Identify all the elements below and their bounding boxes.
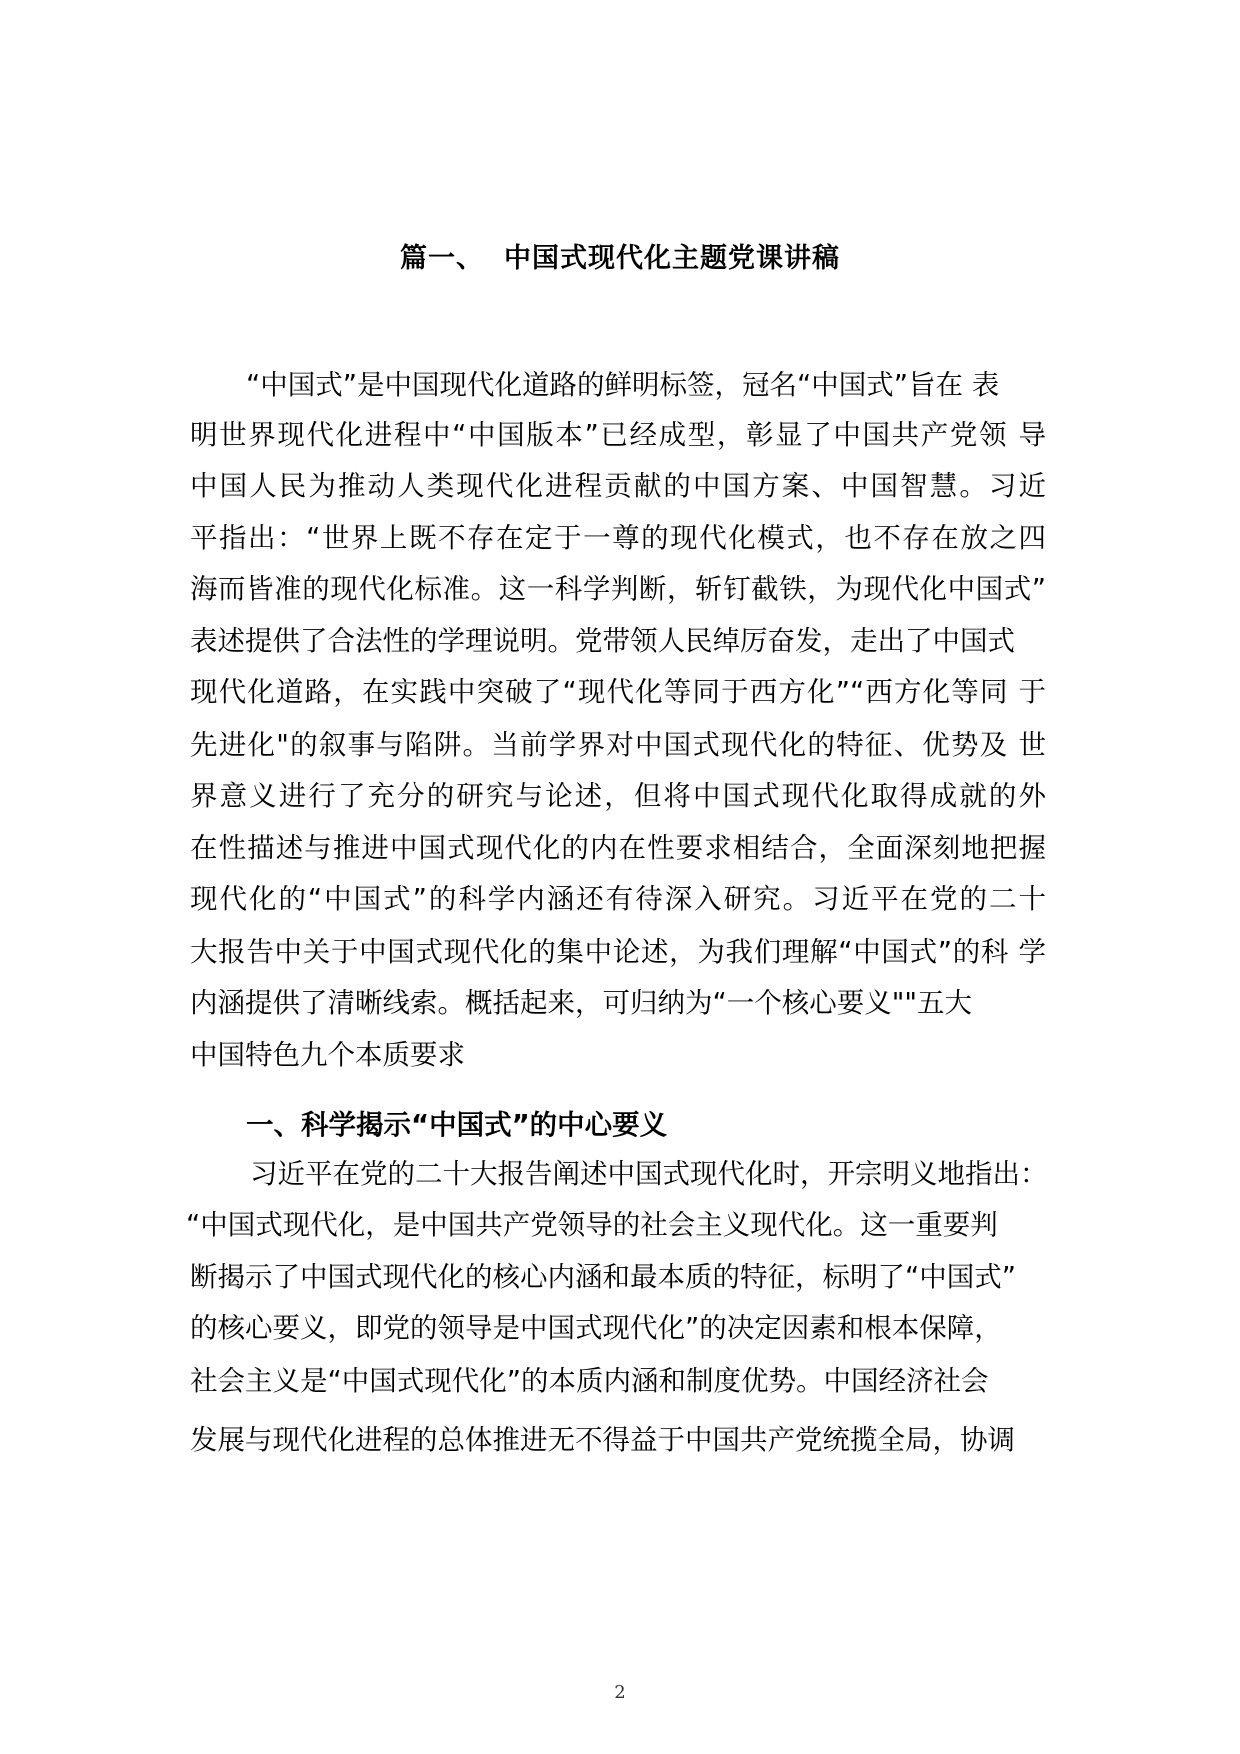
paragraph2-line-4: 的核心要义，即党的领导是中国式现代化”的决定因素和根本保障， <box>190 1312 1002 1344</box>
paragraph1-line-14: 中国特色九个本质要求 <box>190 1039 465 1071</box>
paragraph1-line-1: “中国式”是中国现代化道路的鲜明标签，冠名“中国式”旨在 表 <box>246 369 1000 401</box>
paragraph1-line-3: 中国人民为推动人类现代化进程贡献的中国方案、中国智慧。习近 <box>190 470 1046 502</box>
page-number: 2 <box>614 1682 626 1703</box>
title-prefix: 篇一、 <box>400 243 484 274</box>
paragraph1-line-5: 海而皆准的现代化标准。这一科学判断，斩钉截铁，为现代化中国式” <box>190 573 1046 605</box>
document-title <box>0 236 1240 275</box>
paragraph1-line-10: 在性描述与推进中国式现代化的内在性要求相结合，全面深刻地把握 <box>190 832 1046 864</box>
paragraph1-line-7: 现代化道路，在实践中突破了“现代化等同于西方化”“西方化等同 于 <box>190 676 1046 708</box>
paragraph2-line-2: “中国式现代化，是中国共产党领导的社会主义现代化。这一重要判 <box>186 1209 998 1241</box>
title-text: 中国式现代化主题党课讲稿 <box>504 243 840 274</box>
paragraph2-line-6: 发展与现代化进程的总体推进无不得益于中国共产党统揽全局，协调 <box>190 1424 1015 1456</box>
paragraph1-line-8: 先进化"的叙事与陷阱。当前学界对中国式现代化的特征、优势及 世 <box>190 729 1046 761</box>
paragraph1-line-6: 表述提供了合法性的学理说明。党带领人民绰厉奋发，走出了中国式 <box>190 625 1015 657</box>
paragraph1-line-13: 内涵提供了清晰线索。概括起来，可归纳为“一个核心要义""五大 <box>190 987 973 1019</box>
paragraph1-line-9: 界意义进行了充分的研究与论述，但将中国式现代化取得成就的外 <box>190 780 1046 812</box>
paragraph2-line-1: 习近平在党的二十大报告阐述中国式现代化时，开宗明义地指出： <box>250 1158 1048 1190</box>
paragraph1-line-2: 明世界现代化进程中“中国版本”已经成型，彰显了中国共产党领 导 <box>190 419 1046 451</box>
section-heading: 一、科学揭示“中国式”的中心要义 <box>246 1109 668 1141</box>
paragraph2-line-5: 社会主义是“中国式现代化”的本质内涵和制度优势。中国经济社会 <box>190 1365 989 1397</box>
paragraph2-line-3: 断揭示了中国式现代化的核心内涵和最本质的特征，标明了“中国式” <box>190 1261 1016 1293</box>
paragraph1-line-4: 平指出：“世界上既不存在定于一尊的现代化模式，也不存在放之四 <box>190 522 1046 554</box>
paragraph1-line-11: 现代化的“中国式”的科学内涵还有待深入研究。习近平在党的二十 <box>190 883 1046 915</box>
paragraph1-line-12: 大报告中关于中国式现代化的集中论述，为我们理解“中国式”的科 学 <box>190 936 1046 968</box>
